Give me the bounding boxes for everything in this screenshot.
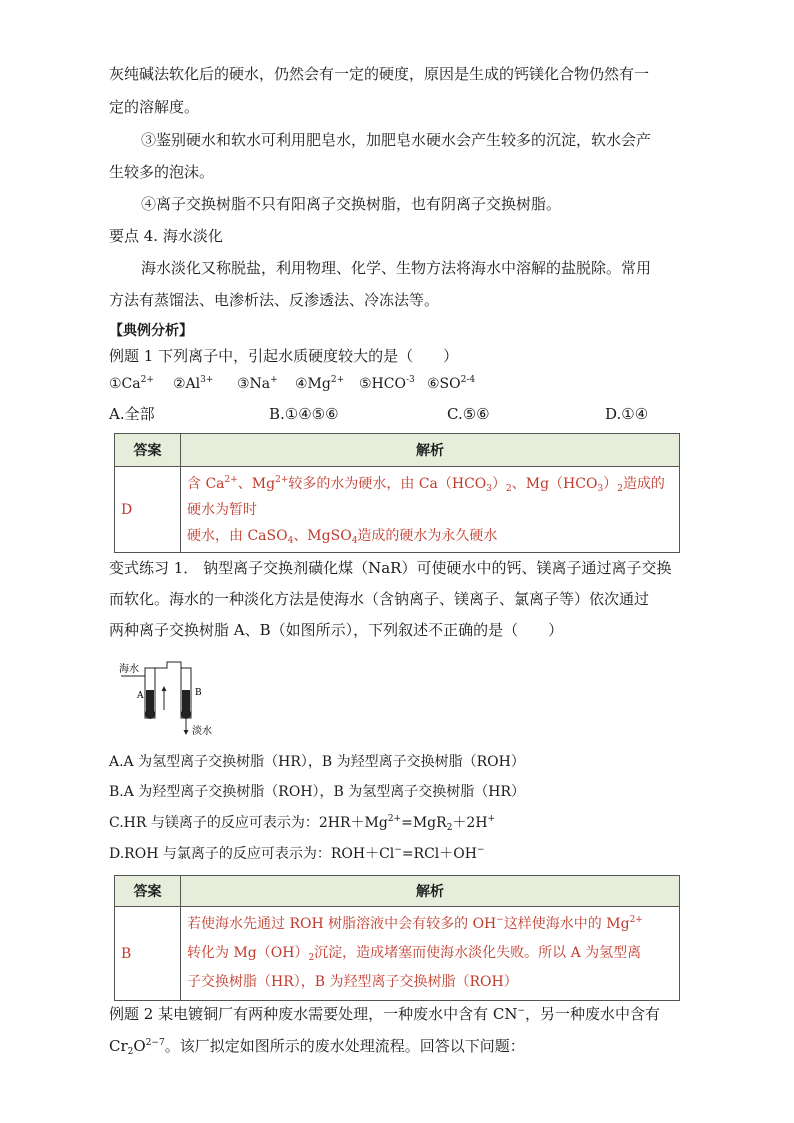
ion-6: ⑥SO$^{2-4}$ [427, 375, 476, 392]
para-4-line-2: 方法有蒸馏法、电渗析法、反渗透法、冷冻法等。 [109, 291, 440, 309]
section-title: 要点 4. 海水淡化 [109, 227, 223, 245]
ion-2: $②Al^{3+}$ [173, 375, 214, 392]
column-b-bottom [181, 709, 191, 719]
answer-header: 答案 [115, 876, 181, 907]
para-1-line-1: 灰纯碱法软化后的硬水，仍然会有一定的硬度，原因是生成的钙镁化合物仍然有一 [109, 65, 650, 83]
example-1-answer-table [114, 433, 680, 553]
para-2-line-1: ③鉴别硬水和软水可利用肥皂水，加肥皂水硬水会产生较多的沉淀，软水会产 [141, 131, 652, 149]
option-a: A.全部 [109, 405, 155, 423]
seawater-label: 海水 [119, 664, 139, 675]
flow-arrow-head [162, 686, 167, 691]
variant-1-option-d: D.ROH 与氯离子的反应可表示为：ROH＋Cl−=RCl＋OH− [109, 845, 485, 862]
option-b: B.①④⑤⑥ [269, 405, 339, 423]
column-b-resin [182, 690, 190, 712]
outlet-arrow-head [184, 730, 189, 735]
para-3: ④离子交换树脂不只有阳离子交换树脂，也有阴离子交换树脂。 [141, 195, 562, 213]
example-1-options [109, 404, 669, 424]
example-1-ions [109, 374, 569, 394]
column-a-bottom [145, 709, 155, 719]
variant-1-line-3: 两种离子交换树脂 A、B（如图所示），下列叙述不正确的是（ ） [109, 621, 564, 639]
example-2-line-2: $Cr_2O^{2-7}$。该厂拟定如图所示的废水处理流程。回答以下问题： [109, 1037, 525, 1057]
analysis-header: 解析 [181, 876, 680, 907]
answer-value: D [115, 467, 181, 553]
para-1-line-2: 定的溶解度。 [109, 98, 200, 116]
column-a-resin [146, 690, 154, 712]
variant-1-line-1: 变式练习 1． 钠型离子交换剂磺化煤（NaR）可使硬水中的钙、镁离子通过离子交换 [109, 559, 672, 577]
freshwater-label: 淡水 [192, 726, 212, 737]
option-c: C.⑤⑥ [447, 405, 490, 423]
example-1-question: 例题 1 下列离子中，引起水质硬度较大的是（ ） [109, 347, 459, 365]
ion-3: ③Na+ [237, 375, 278, 392]
ion-exchange-diagram [117, 660, 227, 740]
variant-1-option-a: A.A 为氢型离子交换树脂（HR），B 为羟型离子交换树脂（ROH） [109, 754, 525, 770]
variant-1-option-c: C.HR 与镁离子的反应可表示为：$2HR+Mg^{2+}=MgR_2+2H^+$ [109, 814, 496, 833]
ion-1: $①Ca^{2+}$ [109, 375, 154, 392]
para-4-line-1: 海水淡化又称脱盐，利用物理、化学、生物方法将海水中溶解的盐脱除。常用 [141, 259, 652, 277]
ion-5: $⑤HCO^{-3}$ [359, 375, 415, 392]
analysis-header: 解析 [181, 434, 680, 467]
answer-header: 答案 [115, 434, 181, 467]
para-2-line-2: 生较多的泡沫。 [109, 163, 215, 181]
column-b-label: B [195, 688, 202, 698]
answer-value: B [115, 907, 181, 1001]
variant-1-line-2: 而软化。海水的一种淡化方法是使海水（含钠离子、镁离子、氯离子等）依次通过 [109, 590, 650, 608]
ion-4: $④Mg^{2+}$ [295, 375, 345, 392]
analysis-heading: 【典例分析】 [109, 323, 193, 339]
example-2-line-1: 例题 2 某电镀铜厂有两种废水需要处理，一种废水中含有 CN−，另一种废水中含有 [109, 1005, 661, 1023]
analysis-text: 若使海水先通过 ROH 树脂溶液中会有较多的 OH−这样使海水中的 $Mg^{2+}$ 转化为 $Mg(OH)_2$沉淀，造成堵塞而使海水淡化失败。所以 A 为氢型离 子交换树脂（HR），B 为羟型离子交换树脂（ROH） [181, 907, 680, 1001]
option-d: D.①④ [605, 405, 649, 423]
variant-1-answer-table [114, 875, 680, 1001]
column-a-label: A [137, 691, 144, 701]
analysis-text: 含 $Ca^{2+}$、$Mg^{2+}$较多的水为硬水，由 $Ca(HCO_3)_2$、$Mg(HCO_3)_2$造成的硬水为暂时 硬水，由 CaSO$_4$、MgSO$_4$造成的硬水为永久硬水 [181, 467, 680, 553]
variant-1-option-b: B.A 为羟型离子交换树脂（ROH），B 为氢型离子交换树脂（HR） [109, 784, 526, 800]
connecting-pipe [155, 662, 181, 668]
